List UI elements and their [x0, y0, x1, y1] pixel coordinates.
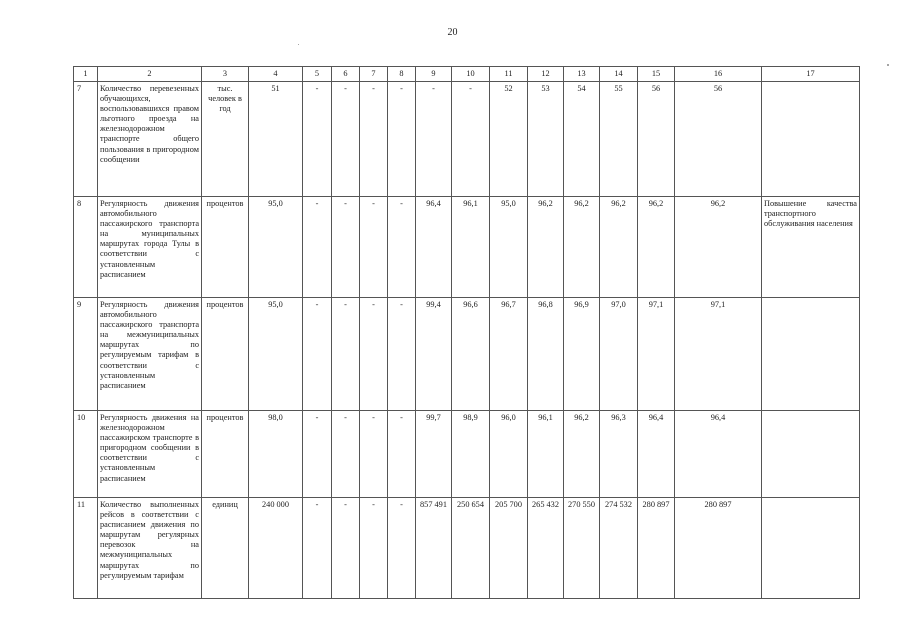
row-number-cell: 8: [74, 197, 98, 298]
value-cell: 96,7: [490, 298, 528, 411]
header-cell-11: 11: [490, 67, 528, 82]
header-cell-2: 2: [98, 67, 202, 82]
value-cell: 96,8: [528, 298, 564, 411]
value-cell: -: [360, 411, 388, 498]
header-cell-4: 4: [249, 67, 303, 82]
unit-cell: процентов: [202, 411, 249, 498]
value-cell: 857 491: [416, 498, 452, 599]
value-cell: 270 550: [564, 498, 600, 599]
value-cell: 95,0: [249, 298, 303, 411]
value-cell: 96,2: [564, 197, 600, 298]
unit-cell: единиц: [202, 498, 249, 599]
value-cell: 97,1: [675, 298, 762, 411]
value-cell: 240 000: [249, 498, 303, 599]
value-cell: -: [303, 82, 332, 197]
value-cell: -: [416, 82, 452, 197]
note-cell: [762, 411, 860, 498]
value-cell: 280 897: [675, 498, 762, 599]
page-number: 20: [447, 27, 458, 38]
header-cell-7: 7: [360, 67, 388, 82]
indicator-name-cell: Регулярность движения автомобильного пассажирского транспорта на межмуниципальных маршрутах по регулируемым тарифам в соответствии с установленным расписанием: [98, 298, 202, 411]
value-cell: -: [388, 498, 416, 599]
value-cell: 96,3: [600, 411, 638, 498]
table-row: [74, 411, 860, 498]
table-row: [74, 498, 860, 599]
value-cell: 96,4: [416, 197, 452, 298]
header-cell-9: 9: [416, 67, 452, 82]
value-cell: 96,2: [638, 197, 675, 298]
value-cell: 96,6: [452, 298, 490, 411]
value-cell: 97,0: [600, 298, 638, 411]
value-cell: 96,2: [564, 411, 600, 498]
unit-cell: процентов: [202, 197, 249, 298]
value-cell: 99,4: [416, 298, 452, 411]
value-cell: 96,2: [675, 197, 762, 298]
value-cell: 55: [600, 82, 638, 197]
value-cell: -: [332, 82, 360, 197]
indicators-table: [73, 66, 860, 599]
unit-cell: тыс. человек в год: [202, 82, 249, 197]
value-cell: -: [388, 411, 416, 498]
value-cell: -: [388, 298, 416, 411]
value-cell: 96,9: [564, 298, 600, 411]
header-cell-6: 6: [332, 67, 360, 82]
header-cell-10: 10: [452, 67, 490, 82]
value-cell: 96,4: [638, 411, 675, 498]
header-row: [74, 67, 860, 82]
value-cell: -: [332, 298, 360, 411]
header-cell-13: 13: [564, 67, 600, 82]
header-cell-5: 5: [303, 67, 332, 82]
value-cell: 205 700: [490, 498, 528, 599]
value-cell: -: [360, 82, 388, 197]
value-cell: 274 532: [600, 498, 638, 599]
value-cell: 250 654: [452, 498, 490, 599]
value-cell: 96,2: [600, 197, 638, 298]
note-cell: Повышение качества транспортного обслуживания населения: [762, 197, 860, 298]
value-cell: -: [360, 498, 388, 599]
value-cell: 96,2: [528, 197, 564, 298]
header-cell-8: 8: [388, 67, 416, 82]
value-cell: 280 897: [638, 498, 675, 599]
value-cell: 96,4: [675, 411, 762, 498]
scan-speck: [887, 64, 889, 66]
indicator-name-cell: Количество перевезенных обучающихся, воспользовавшихся правом льготного проезда на железнодорожном транспорте общего пользования в пригородном сообщении: [98, 82, 202, 197]
value-cell: -: [303, 197, 332, 298]
row-number-cell: 10: [74, 411, 98, 498]
value-cell: 265 432: [528, 498, 564, 599]
header-cell-1: 1: [74, 67, 98, 82]
value-cell: 54: [564, 82, 600, 197]
value-cell: 99,7: [416, 411, 452, 498]
value-cell: -: [332, 197, 360, 298]
note-cell: [762, 82, 860, 197]
value-cell: 96,1: [452, 197, 490, 298]
row-number-cell: 11: [74, 498, 98, 599]
header-cell-12: 12: [528, 67, 564, 82]
value-cell: -: [332, 411, 360, 498]
value-cell: -: [360, 197, 388, 298]
table-body: [74, 67, 860, 599]
value-cell: 51: [249, 82, 303, 197]
table-row: [74, 197, 860, 298]
header-cell-14: 14: [600, 67, 638, 82]
value-cell: 56: [638, 82, 675, 197]
row-number-cell: 9: [74, 298, 98, 411]
value-cell: -: [303, 498, 332, 599]
note-cell: [762, 498, 860, 599]
header-cell-3: 3: [202, 67, 249, 82]
indicator-name-cell: Количество выполненных рейсов в соответствии с расписанием движения по маршрутам регулярных перевозок на межмуниципальных маршрутах по регулируемым тарифам: [98, 498, 202, 599]
row-number-cell: 7: [74, 82, 98, 197]
header-cell-15: 15: [638, 67, 675, 82]
value-cell: 56: [675, 82, 762, 197]
value-cell: -: [388, 82, 416, 197]
value-cell: 95,0: [490, 197, 528, 298]
value-cell: -: [360, 298, 388, 411]
value-cell: -: [332, 498, 360, 599]
value-cell: 52: [490, 82, 528, 197]
value-cell: -: [303, 298, 332, 411]
scan-speck: [298, 44, 299, 45]
value-cell: -: [303, 411, 332, 498]
value-cell: -: [452, 82, 490, 197]
value-cell: 53: [528, 82, 564, 197]
note-cell: [762, 298, 860, 411]
value-cell: -: [388, 197, 416, 298]
indicator-name-cell: Регулярность движения на железнодорожном пассажирском транспорте в пригородном сообщении в соответствии с установленным расписанием: [98, 411, 202, 498]
value-cell: 96,1: [528, 411, 564, 498]
value-cell: 96,0: [490, 411, 528, 498]
table-row: [74, 82, 860, 197]
indicator-name-cell: Регулярность движения автомобильного пассажирского транспорта на муниципальных маршрутах города Тулы в соответствии с установленным расписанием: [98, 197, 202, 298]
value-cell: 97,1: [638, 298, 675, 411]
value-cell: 98,0: [249, 411, 303, 498]
header-cell-16: 16: [675, 67, 762, 82]
table-row: [74, 298, 860, 411]
value-cell: 95,0: [249, 197, 303, 298]
value-cell: 98,9: [452, 411, 490, 498]
header-cell-17: 17: [762, 67, 860, 82]
unit-cell: процентов: [202, 298, 249, 411]
